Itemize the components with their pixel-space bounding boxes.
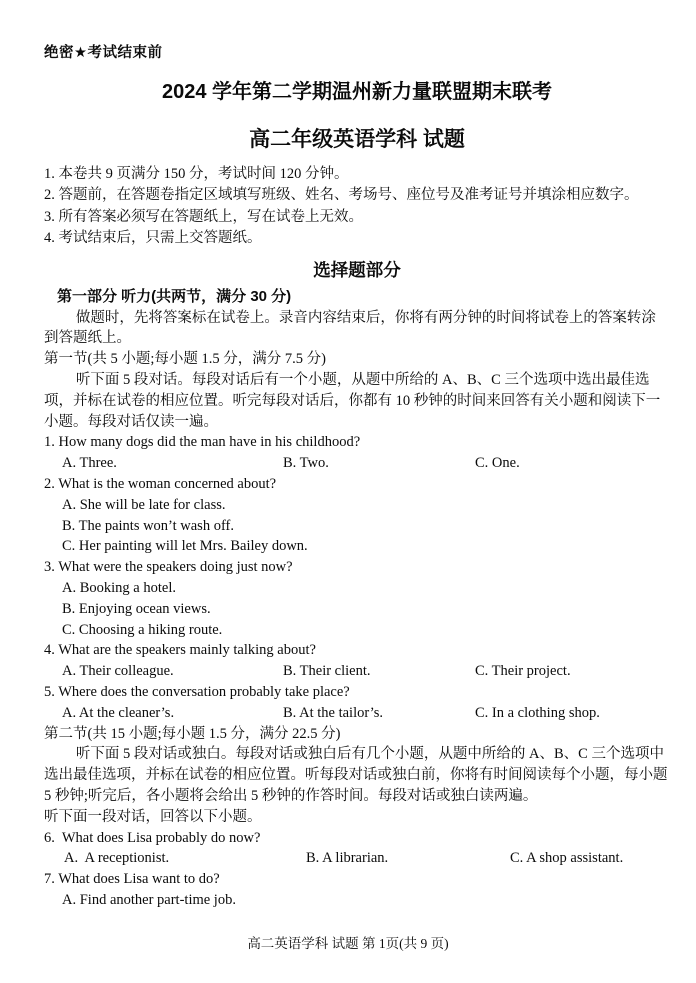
option-c: C. Her painting will let Mrs. Bailey down. — [62, 538, 308, 555]
instruction-item-1: 1. 本卷共 9 页满分 150 分，考试时间 120 分钟。 — [44, 166, 349, 182]
question-1-options — [44, 453, 670, 474]
exam-title: 2024 学年第二学期温州新力量联盟期末联考 — [161, 81, 553, 103]
option-a: A. Booking a hotel. — [62, 579, 176, 596]
question-7 — [44, 869, 670, 911]
part1-intro: 做题时，先将答案标在试卷上。录音内容结束后，你将有两分钟的时间将试卷上的答案转涂到答题纸上。 — [44, 309, 656, 347]
section1-directions: 听下面 5 段对话。每段对话后有一个小题，从题中所给的 A、B、C 三个选项中选出最佳选项，并标在试卷的相应位置。听完每段对话后，你都有 10 秒钟的时间来回答有关小题和阅读下一小题。每段对话仅读一遍。 — [44, 372, 661, 430]
option-a: A. She will be late for class. — [62, 496, 226, 513]
exam-subtitle: 高二年级英语学科 试题 — [249, 128, 465, 151]
option-c: C. Their project. — [475, 663, 571, 680]
question-7-options — [44, 890, 670, 911]
question-3-options — [44, 578, 670, 640]
option-a: A. Their colleague. — [62, 663, 174, 680]
option-a: A. Three. — [62, 455, 117, 472]
question-4-options — [44, 661, 670, 682]
option-b: B. A librarian. — [306, 850, 389, 867]
question-5-text: 5. Where does the conversation probably take place? — [44, 683, 350, 700]
option-c: C. In a clothing shop. — [475, 704, 600, 721]
question-6-options — [44, 848, 670, 869]
option-a: A. At the cleaner’s. — [62, 704, 175, 721]
option-b: B. Enjoying ocean views. — [62, 600, 211, 617]
instruction-item-4: 4. 考试结束后，只需上交答题纸。 — [44, 230, 262, 247]
option-a: A. Find another part-time job. — [62, 891, 236, 908]
question-3 — [44, 557, 670, 640]
question-6-text: 6. What does Lisa probably do now? — [44, 829, 261, 846]
question-2 — [44, 474, 670, 557]
question-5 — [44, 682, 670, 724]
instruction-item-3: 3. 所有答案必须写在答题纸上，写在试卷上无效。 — [44, 208, 363, 225]
question-4-text: 4. What are the speakers mainly talking about? — [44, 642, 316, 659]
option-c: C. A shop assistant. — [510, 850, 624, 867]
exam-instructions — [44, 164, 670, 250]
question-1 — [44, 432, 670, 474]
section2-heading: 第二节(共 15 小题;每小题 1.5 分，满分 22.5 分) — [44, 725, 341, 742]
question-7-text: 7. What does Lisa want to do? — [44, 871, 220, 888]
classification-label: 绝密★考试结束前 — [44, 45, 163, 61]
page-footer: 高二英语学科 试题 第 1页(共 9 页) — [247, 936, 449, 951]
option-c: C. Choosing a hiking route. — [62, 621, 223, 638]
question-1-text: 1. How many dogs did the man have in his childhood? — [44, 434, 361, 451]
question-4 — [44, 640, 670, 682]
option-c: C. One. — [475, 455, 520, 472]
question-3-text: 3. What were the speakers doing just now? — [44, 559, 293, 576]
option-b: B. Two. — [283, 455, 329, 472]
question-2-text: 2. What is the woman concerned about? — [44, 476, 277, 492]
part1-heading: 第一部分 听力(共两节，满分 30 分) — [57, 287, 292, 305]
question-5-options — [44, 703, 670, 724]
option-b: B. Their client. — [283, 663, 371, 680]
section1-heading: 第一节(共 5 小题;每小题 1.5 分，满分 7.5 分) — [44, 351, 326, 368]
option-b: B. At the tailor’s. — [283, 704, 384, 721]
instruction-item-2: 2. 答题前，在答题卷指定区域填写班级、姓名、考场号、座位号及准考证号并填涂相应数字。 — [44, 187, 639, 204]
choice-section-title: 选择题部分 — [313, 259, 401, 280]
question-2-options — [44, 495, 670, 557]
section2-lead: 听下面一段对话，回答以下小题。 — [44, 808, 262, 825]
option-a: A. A receptionist. — [64, 850, 170, 867]
question-6 — [44, 828, 670, 870]
section2-directions: 听下面 5 段对话或独白。每段对话或独白后有几个小题，从题中所给的 A、B、C 三个选项中选出最佳选项，并标在试卷的相应位置。听每段对话或独白前，你将有时间阅读每个小题，每小题 5 秒钟;听完后，各小题将会给出 5 秒钟的作答时间。每段对话或独白读两遍。 — [44, 746, 668, 804]
option-b: B. The paints won’t wash off. — [62, 517, 234, 534]
